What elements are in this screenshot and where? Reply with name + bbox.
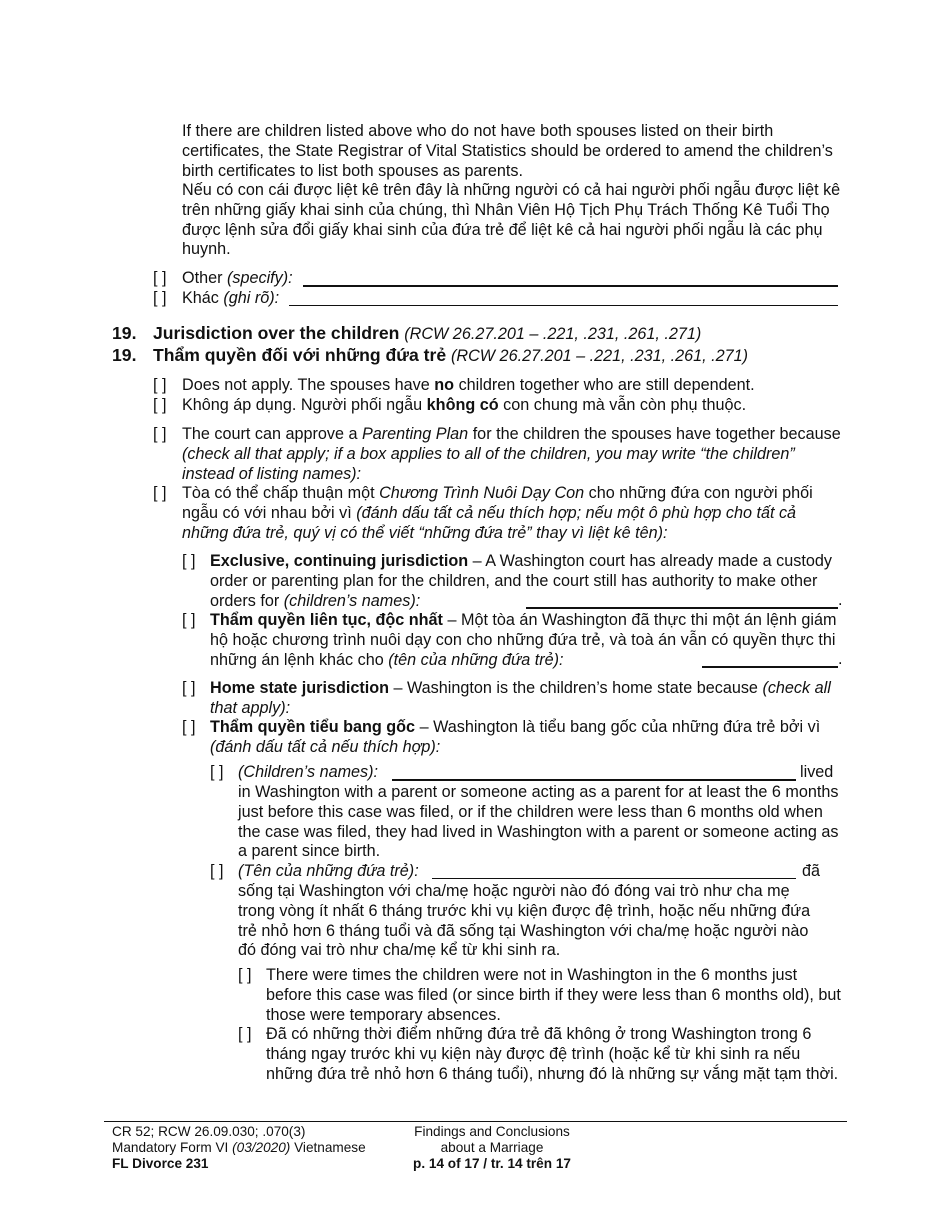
footer-form-line (112, 1140, 366, 1156)
exclusive-names-field-vi[interactable] (702, 651, 838, 668)
text-bold: không có (426, 396, 499, 414)
court-approve-text-en (182, 425, 847, 484)
other-checkbox[interactable]: [ ] (153, 269, 167, 287)
text: – A Washington court has already made a custody order or parenting plan for the children, and the court still has authority to make other orders for (210, 552, 832, 610)
exclusive-names-field[interactable] (526, 592, 838, 609)
absences-text-en: There were times the children were not in Washington in the 6 months just before this case was filed (or since birth if they were less than 6 months old), but those were temporary absences. (266, 966, 841, 1024)
exclusive-checkbox-vi[interactable]: [ ] (182, 611, 196, 629)
footer-doc-subtitle: about a Marriage (440, 1140, 544, 1155)
text-bold: Home state jurisdiction (210, 679, 389, 697)
lived-names-field[interactable] (392, 764, 796, 781)
lived-names-field-vi[interactable] (432, 863, 796, 879)
footer-form-name: Mandatory Form VI (112, 1140, 229, 1155)
absences-checkbox[interactable]: [ ] (238, 966, 252, 984)
section-19-heading-en (112, 323, 702, 344)
footer-citation: CR 52; RCW 26.09.030; .070(3) (112, 1124, 306, 1139)
lived-word-en: lived (800, 763, 834, 781)
footer-page-number: p. 14 of 17 / tr. 14 trên 17 (413, 1156, 571, 1171)
text: Tòa có thể chấp thuận một (182, 484, 375, 502)
section-19-title-wrap-vi (153, 346, 748, 367)
text-italic: (check all that apply): (210, 679, 831, 717)
lived-text-vi: sống tại Washington với cha/mẹ hoặc người nào đó đóng vai trò như cha mẹ trong vòng ít nhất 6 tháng trước khi vụ kiện được đệ trình, hoặc nếu những đứa trẻ nhỏ hơn 6 tháng tuổi và đã sống tại Washington với cha/mẹ hoặc người nào đó đóng vai trò như cha/mẹ kể từ khi sinh ra. (238, 882, 811, 960)
other-specify-field[interactable] (303, 270, 838, 287)
section-number: 19. (112, 323, 137, 343)
court-approve-text-vi (182, 484, 832, 543)
court-approve-checkbox-vi[interactable]: [ ] (153, 484, 167, 502)
khac-hint: (ghi rõ): (223, 289, 280, 307)
home-state-text-vi (210, 718, 840, 758)
text-bold: no (434, 376, 455, 394)
footer-form-id: FL Divorce 231 (112, 1156, 209, 1171)
text: – Washington is the children’s home state because (393, 679, 758, 697)
lived-checkbox-vi[interactable]: [ ] (210, 862, 224, 880)
court-approve-checkbox[interactable]: [ ] (153, 425, 167, 443)
footer-form-language: Vietnamese (294, 1140, 366, 1155)
lived-word-vi: đã (802, 862, 821, 880)
lived-hint-en: (Children’s names): (238, 763, 379, 781)
other-row (182, 269, 293, 289)
footer-form-date: (03/2020) (232, 1140, 291, 1155)
text-italic: Chương Trình Nuôi Dạy Con (379, 484, 585, 502)
home-state-checkbox[interactable]: [ ] (182, 679, 196, 697)
text: con chung mà vẫn còn phụ thuộc. (503, 396, 747, 414)
not-apply-checkbox-vi[interactable]: [ ] (153, 396, 167, 414)
absences-text-vi: Đã có những thời điểm những đứa trẻ đã không ở trong Washington trong 6 tháng ngay trước khi vụ kiện này được đệ trình (hoặc kể từ khi sinh ra nếu những đứa trẻ nhỏ hơn 6 tháng tuổi), nhưng đó là những sự vắng mặt tạm thời. (266, 1025, 839, 1083)
lived-checkbox[interactable]: [ ] (210, 763, 224, 781)
not-apply-checkbox[interactable]: [ ] (153, 376, 167, 394)
text: The court can approve a (182, 425, 358, 443)
section-19-heading-vi (112, 345, 748, 366)
footer-divider (104, 1121, 847, 1122)
intro-paragraph-vi: Nếu có con cái được liệt kê trên đây là những người có cả hai người phối ngẫu được liệt kê trên những giấy khai sinh của chúng, thì Nhân Viên Hộ Tịch Phụ Trách Thống Kê Tuổi Thọ được lệnh sửa đổi giấy khai sinh của đứa trẻ để liệt kê cả hai người phối ngẫu là các phụ huynh. (182, 181, 841, 259)
text-italic: (đánh dấu tất cả nếu thích hợp; nếu một ô phù hợp cho tất cả những đứa trẻ, quý vị có thể viết “những đứa trẻ” thay vì liệt kê tên): (182, 503, 797, 542)
text: Không áp dụng. Người phối ngẫu (182, 396, 423, 414)
text-italic: (check all that apply; if a box applies to all of the children, you may write “the children” instead of listing names): (182, 444, 795, 483)
footer-left (112, 1124, 366, 1172)
text: cho những đứa con người phối ngẫu có với nhau bởi vì (182, 484, 813, 522)
text: for the children the spouses have together because (472, 425, 841, 443)
khac-label: Khác (182, 289, 219, 307)
section-title-vi: Thẩm quyền đối với những đứa trẻ (153, 345, 447, 365)
text-bold: Exclusive, continuing jurisdiction (210, 552, 469, 570)
text-italic: Parenting Plan (361, 425, 469, 443)
text: Does not apply. The spouses have (182, 376, 430, 394)
section-ref-vi: (RCW 26.27.201 – .221, .231, .261, .271) (451, 347, 748, 365)
other-label: Other (182, 269, 223, 287)
footer-center (382, 1124, 602, 1172)
intro-paragraph-en: If there are children listed above who do not have both spouses listed on their birth certificates, the State Registrar of Vital Statistics should be ordered to amend the children’s birth certificates to list both spouses as parents. (182, 122, 833, 180)
period: . (838, 650, 843, 668)
text-italic: (tên của những đứa trẻ): (388, 650, 564, 669)
footer-doc-title: Findings and Conclusions (414, 1124, 570, 1139)
home-state-checkbox-vi[interactable]: [ ] (182, 718, 196, 736)
text: children together who are still dependent. (458, 376, 755, 394)
lived-text-en: in Washington with a parent or someone acting as a parent for at least the 6 months just before this case was filed, or if the children were less than 6 months old when the case was filed, they had lived in Washington with a parent or someone acting as a parent since birth. (238, 783, 839, 861)
text-italic: (children’s names): (283, 591, 421, 610)
other-hint: (specify): (227, 269, 293, 287)
home-state-text-en (210, 679, 840, 719)
khac-row (182, 289, 279, 309)
text-bold: Thẩm quyền tiểu bang gốc (210, 718, 416, 736)
section-19-title-wrap (153, 324, 701, 345)
absences-checkbox-vi[interactable]: [ ] (238, 1025, 252, 1043)
not-apply-text-vi (182, 396, 746, 416)
exclusive-checkbox[interactable]: [ ] (182, 552, 196, 570)
khac-specify-field[interactable] (289, 290, 838, 306)
text: – Một tòa án Washington đã thực thi một án lệnh giám hộ hoặc chương trình nuôi dạy con cho những đứa trẻ, và toà án vẫn có quyền thực thi những án lệnh khác cho (210, 611, 837, 669)
not-apply-text-en (182, 376, 755, 396)
lived-hint-vi: (Tên của những đứa trẻ): (238, 862, 419, 880)
text-bold: Thẩm quyền liên tục, độc nhất (210, 611, 443, 629)
section-title-en: Jurisdiction over the children (153, 323, 400, 343)
text-italic: (đánh dấu tất cả nếu thích hợp): (210, 737, 441, 756)
section-number: 19. (112, 345, 137, 365)
period: . (838, 591, 843, 609)
khac-checkbox[interactable]: [ ] (153, 289, 167, 307)
section-ref-en: (RCW 26.27.201 – .221, .231, .261, .271) (404, 325, 702, 343)
text: – Washington là tiểu bang gốc của những đứa trẻ bởi vì (419, 718, 821, 736)
